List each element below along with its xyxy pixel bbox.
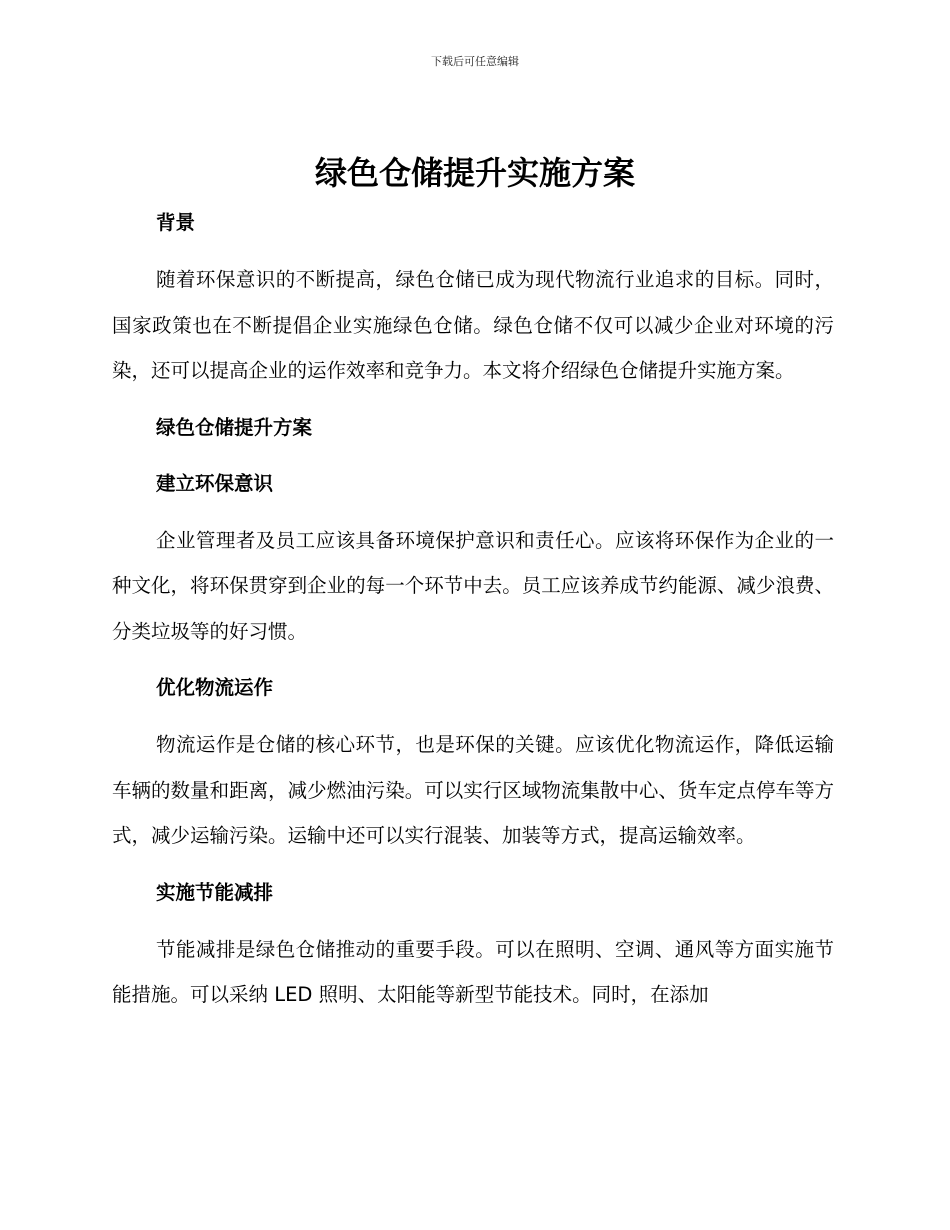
section-heading-logistics: 优化物流运作 (156, 676, 274, 699)
spacer (112, 710, 834, 722)
section-heading-awareness: 建立环保意识 (156, 471, 274, 495)
document-title: 绿色仓储提升实施方案 (314, 154, 635, 192)
spacer (112, 915, 834, 927)
spacer (112, 450, 834, 462)
document-body (112, 201, 834, 1018)
paragraph-awareness: 企业管理者及员工应该具备环境保护意识和责任心。应该将环保作为企业的一种文化，将环保贯穿到企业的每一个环节中去。员工应该养成节约能源、减少浪费、分类垃圾等的好习惯。 (112, 528, 834, 643)
section-heading-background: 背景 (156, 211, 196, 234)
spacer (112, 245, 834, 257)
spacer (112, 394, 834, 406)
spacer (112, 859, 834, 871)
paragraph-logistics: 物流运作是仓储的核心环节，也是环保的关键。应该优化物流运作，降低运输车辆的数量和距离，减少燃油污染。可以实行区域物流集散中心、货车定点停车等方式，减少运输污染。运输中还可以实行混装、加装等方式，提高运输效率。 (112, 733, 834, 847)
section-heading-energy: 实施节能减排 (156, 880, 274, 904)
page-header-note: 下载后可任意编辑 (431, 55, 519, 68)
spacer (112, 506, 834, 518)
paragraph-energy: 节能减排是绿色仓储推动的重要手段。可以在照明、空调、通风等方面实施节能措施。可以采纳 LED 照明、太阳能等新型节能技术。同时，在添加 (112, 937, 834, 1006)
section-heading-plan: 绿色仓储提升方案 (156, 415, 313, 439)
paragraph-background: 随着环保意识的不断提高，绿色仓储已成为现代物流行业追求的目标。同时，国家政策也在不断提倡企业实施绿色仓储。绿色仓储不仅可以减少企业对环境的污染，还可以提高企业的运作效率和竞争力。本文将介绍绿色仓储提升实施方案。 (112, 268, 834, 382)
spacer (112, 654, 834, 666)
